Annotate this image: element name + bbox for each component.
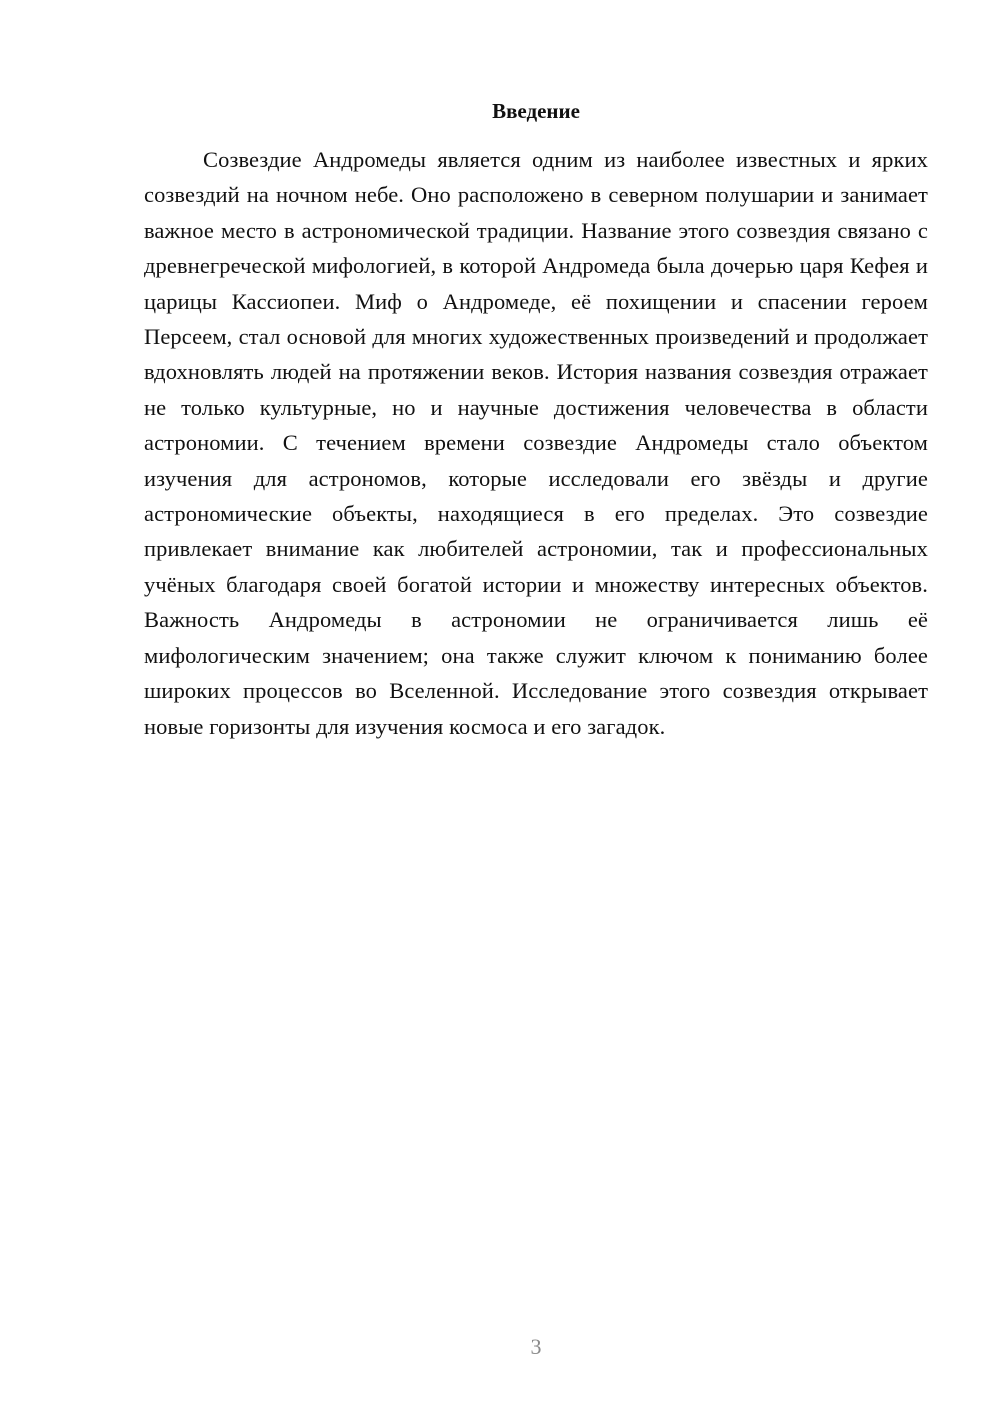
page-heading: Введение <box>492 99 580 123</box>
body-paragraph: Созвездие Андромеды является одним из наиболее известных и ярких созвездий на ночном небе. Оно расположено в северном полушарии и занимает важное место в астрономической традиции. Название этого созвездия связано с древнегреческой мифологией, в которой Андромеда была дочерью царя Кефея и царицы Кассиопеи. Миф о Андромеде, её похищении и спасении героем Персеем, стал основой для многих художественных произведений и продолжает вдохновлять людей на протяжении веков. История названия созвездия отражает не только культурные, но и научные достижения человечества в области астрономии. С течением времени созвездие Андромеды стало объектом изучения для астрономов, которые исследовали его звёзды и другие астрономические объекты, находящиеся в его пределах. Это созвездие привлекает внимание как любителей астрономии, так и профессиональных учёных благодаря своей богатой истории и множеству интересных объектов. Важность Андромеды в астрономии не ограничивается лишь её мифологическим значением; она также служит ключом к пониманию более широких процессов во Вселенной. Исследование этого созвездия открывает новые горизонты для изучения космоса и его загадок. <box>144 147 928 739</box>
page-number: 3 <box>530 1334 542 1359</box>
